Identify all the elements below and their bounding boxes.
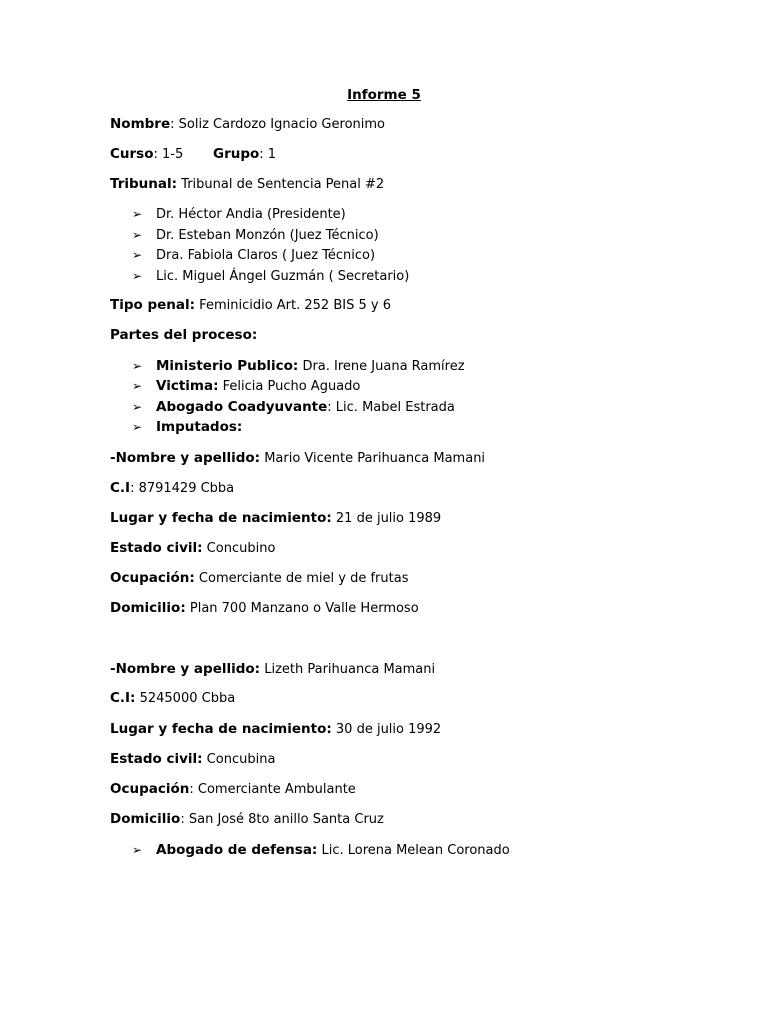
partes-heading-text: Partes del proceso: <box>110 327 258 343</box>
defensa-label: Abogado de defensa: <box>156 842 318 858</box>
field-label: Estado civil: <box>110 751 203 767</box>
field-label: Domicilio <box>110 811 181 827</box>
field-value: 21 de julio 1989 <box>331 511 442 526</box>
tribunal-label: Tribunal: <box>110 176 178 192</box>
imputado1-ocupacion-line <box>110 569 408 588</box>
tribunal-member: Dra. Fabiola Claros ( Juez Técnico) <box>156 248 376 263</box>
nombre-label: Nombre <box>110 116 171 132</box>
curso-line <box>110 145 183 164</box>
field-value: : San José 8to anillo Santa Cruz <box>180 812 384 827</box>
field-label: Domicilio: <box>110 600 186 616</box>
list-item <box>132 841 510 860</box>
field-value: Mario Vicente Parihuanca Mamani <box>260 451 486 466</box>
field-value: 30 de julio 1992 <box>331 722 442 737</box>
tribunal-member: Dr. Héctor Andia (Presidente) <box>156 207 346 222</box>
arrow-bullet-icon: ➢ <box>132 248 143 262</box>
arrow-bullet-icon: ➢ <box>132 228 143 242</box>
curso-value: : 1-5 <box>153 147 184 162</box>
parte-label: Imputados: <box>156 419 243 435</box>
tribunal-line <box>110 175 384 194</box>
arrow-bullet-icon: ➢ <box>132 359 143 373</box>
imputado1-estado-civil-line <box>110 539 275 558</box>
field-label: Lugar y fecha de nacimiento: <box>110 510 332 526</box>
field-value: Comerciante de miel y de frutas <box>194 571 409 586</box>
field-label: -Nombre y apellido: <box>110 661 261 677</box>
field-value: Concubino <box>202 541 276 556</box>
tipo-penal-value: Feminicidio Art. 252 BIS 5 y 6 <box>195 298 391 313</box>
arrow-bullet-icon: ➢ <box>132 379 143 393</box>
parte-label: Ministerio Publico: <box>156 358 299 374</box>
partes-heading <box>110 326 257 345</box>
field-value: Concubina <box>202 752 276 767</box>
document-title: Informe 5 <box>347 87 421 103</box>
field-label: -Nombre y apellido: <box>110 450 261 466</box>
grupo-line <box>213 145 276 164</box>
arrow-bullet-icon: ➢ <box>132 843 143 857</box>
imputado2-ocupacion-line <box>110 780 356 799</box>
imputado2-ci-line <box>110 689 235 708</box>
parte-label: Abogado Coadyuvante <box>156 399 328 415</box>
imputado2-nacimiento-line <box>110 720 441 739</box>
list-item <box>132 205 346 224</box>
field-label: Estado civil: <box>110 540 203 556</box>
list-item <box>132 267 409 286</box>
grupo-value: : 1 <box>259 147 277 162</box>
field-label: Ocupación: <box>110 570 195 586</box>
tipo-penal-line <box>110 296 391 315</box>
field-label: C.I <box>110 480 131 496</box>
list-item <box>132 246 375 265</box>
imputado1-domicilio-line <box>110 599 419 618</box>
imputado1-ci-line <box>110 479 234 498</box>
parte-value: : Lic. Mabel Estrada <box>327 400 455 415</box>
grupo-label: Grupo <box>213 146 260 162</box>
tribunal-value: Tribunal de Sentencia Penal #2 <box>177 177 385 192</box>
defensa-value: Lic. Lorena Melean Coronado <box>317 843 510 858</box>
imputado2-domicilio-line <box>110 810 384 829</box>
field-label: Lugar y fecha de nacimiento: <box>110 721 332 737</box>
imputado1-nombre-line <box>110 449 485 468</box>
list-item <box>132 377 360 396</box>
arrow-bullet-icon: ➢ <box>132 207 143 221</box>
field-value: 5245000 Cbba <box>135 691 236 706</box>
list-item <box>132 226 379 245</box>
curso-label: Curso <box>110 146 154 162</box>
nombre-line <box>110 115 385 134</box>
arrow-bullet-icon: ➢ <box>132 269 143 283</box>
field-value: Lizeth Parihuanca Mamani <box>260 662 436 677</box>
list-item <box>132 357 465 376</box>
field-label: Ocupación <box>110 781 190 797</box>
tribunal-member: Dr. Esteban Monzón (Juez Técnico) <box>156 228 379 243</box>
tribunal-member: Lic. Miguel Ángel Guzmán ( Secretario) <box>156 269 410 284</box>
imputado2-nombre-line <box>110 660 435 679</box>
parte-label: Victima: <box>156 378 219 394</box>
list-item <box>132 418 242 437</box>
nombre-value: : Soliz Cardozo Ignacio Geronimo <box>170 117 385 132</box>
parte-value: Dra. Irene Juana Ramírez <box>298 359 465 374</box>
field-value: : 8791429 Cbba <box>130 481 235 496</box>
imputado2-estado-civil-line <box>110 750 275 769</box>
parte-value: Felicia Pucho Aguado <box>218 379 361 394</box>
list-item <box>132 398 455 417</box>
tipo-penal-label: Tipo penal: <box>110 297 196 313</box>
field-value: : Comerciante Ambulante <box>189 782 356 797</box>
imputado1-nacimiento-line <box>110 509 441 528</box>
field-value: Plan 700 Manzano o Valle Hermoso <box>185 601 419 616</box>
arrow-bullet-icon: ➢ <box>132 420 143 434</box>
field-label: C.I: <box>110 690 136 706</box>
arrow-bullet-icon: ➢ <box>132 400 143 414</box>
